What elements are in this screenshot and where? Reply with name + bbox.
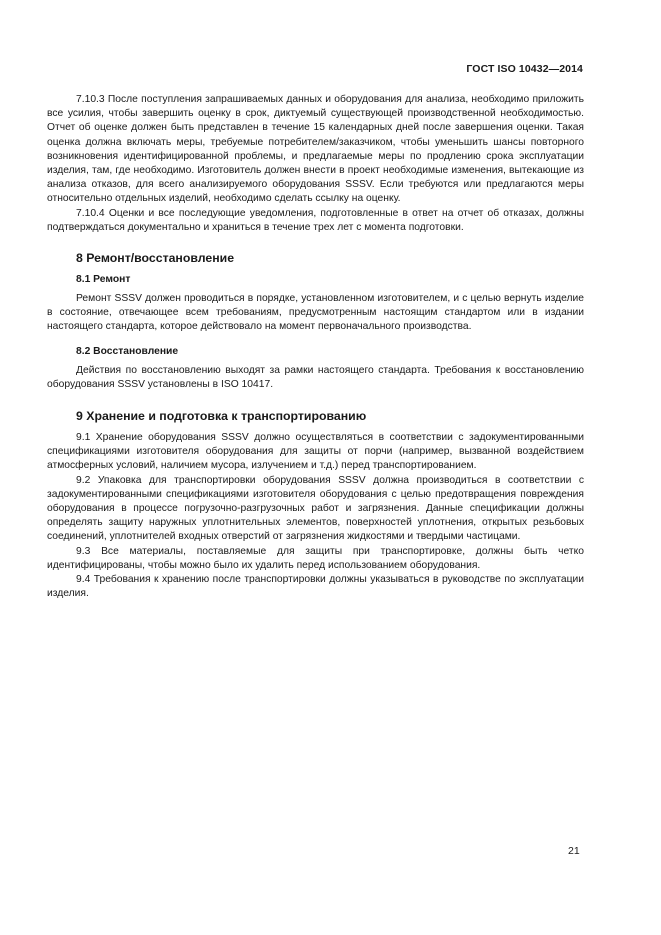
paragraph-9-4: 9.4 Требования к хранению после транспортировки должны указываться в руководстве по эксплуатации изделия. (47, 574, 584, 600)
paragraph-8-2: Действия по восстановлению выходят за рамки настоящего стандарта. Требования к восстановлению оборудования SSSV установлены в ISO 10417. (47, 364, 584, 390)
subsection-8-2-heading: 8.2 Восстановление (76, 345, 179, 357)
paragraph-9-2: 9.2 Упаковка для транспортировки оборудования SSSV должна производиться в соответствии с задокументированными спецификациями изготовителя оборудования с целью предотвращения повреждения оборудования в процессе погрузочно-разгрузочных работ и загрязнения. Данные спецификации должны определять защиту наружных уплотнительных элементов, поверхностей уплотнения, открытых резьбовых соединений, уплотнителей входных отверстий от загрязнения жидкостями и твердыми частицами. (47, 474, 584, 543)
paragraph-7-10-4: 7.10.4 Оценки и все последующие уведомления, подготовленные в ответ на отчет об отказах, должны подтверждаться документально и храниться в течение трех лет с момента подготовки. (47, 207, 584, 233)
section-8-heading: 8 Ремонт/восстановление (76, 251, 235, 266)
page-content (47, 93, 584, 601)
paragraph-8-1: Ремонт SSSV должен проводиться в порядке, установленном изготовителем, и с целью вернуть изделие в состояние, отвечающее всем требованиям, предусмотренным настоящим стандартом или в издании настоящего стандарта, которое действовало на момент первоначального производства. (47, 293, 584, 333)
paragraph-7-10-3: 7.10.3 После поступления запрашиваемых данных и оборудования для анализа, необходимо приложить все усилия, чтобы завершить оценку в срок, диктуемый существующей производственной необходимостью. Отчет об оценке должен быть представлен в течение 15 календарных дней после завершения оценки. Такая оценка должна включать меры, требуемые потребителем/заказчиком, чтобы уменьшить шансы повторного возникновения идентифицированной проблемы, и предлагаемые меры по продлению срока эксплуатации изделия, там, где необходимо. Изготовитель должен внести в проект необходимые изменения, вытекающие из анализа отказов, для всего анализируемого оборудования SSSV. Если требуются или предлагаются меры относительно отдельных изделий, необходимо сделать ссылку на оценку. (47, 94, 584, 205)
paragraph-9-3: 9.3 Все материалы, поставляемые для защиты при транспортировке, должны быть четко идентифицированы, чтобы можно было их удалить перед использованием оборудования. (47, 545, 584, 571)
standard-header: ГОСТ ISO 10432—2014 (466, 63, 583, 75)
section-9-heading: 9 Хранение и подготовка к транспортированию (76, 409, 367, 424)
paragraph-9-1: 9.1 Хранение оборудования SSSV должно осуществляться в соответствии с задокументированными спецификациями изготовителя оборудования для защиты от порчи (например, вызванной воздействием атмосферных условий, наличием мусора, излучением и т.д.) перед транспортированием. (47, 432, 584, 472)
page-number: 21 (568, 845, 580, 857)
subsection-8-1-heading: 8.1 Ремонт (76, 274, 131, 286)
